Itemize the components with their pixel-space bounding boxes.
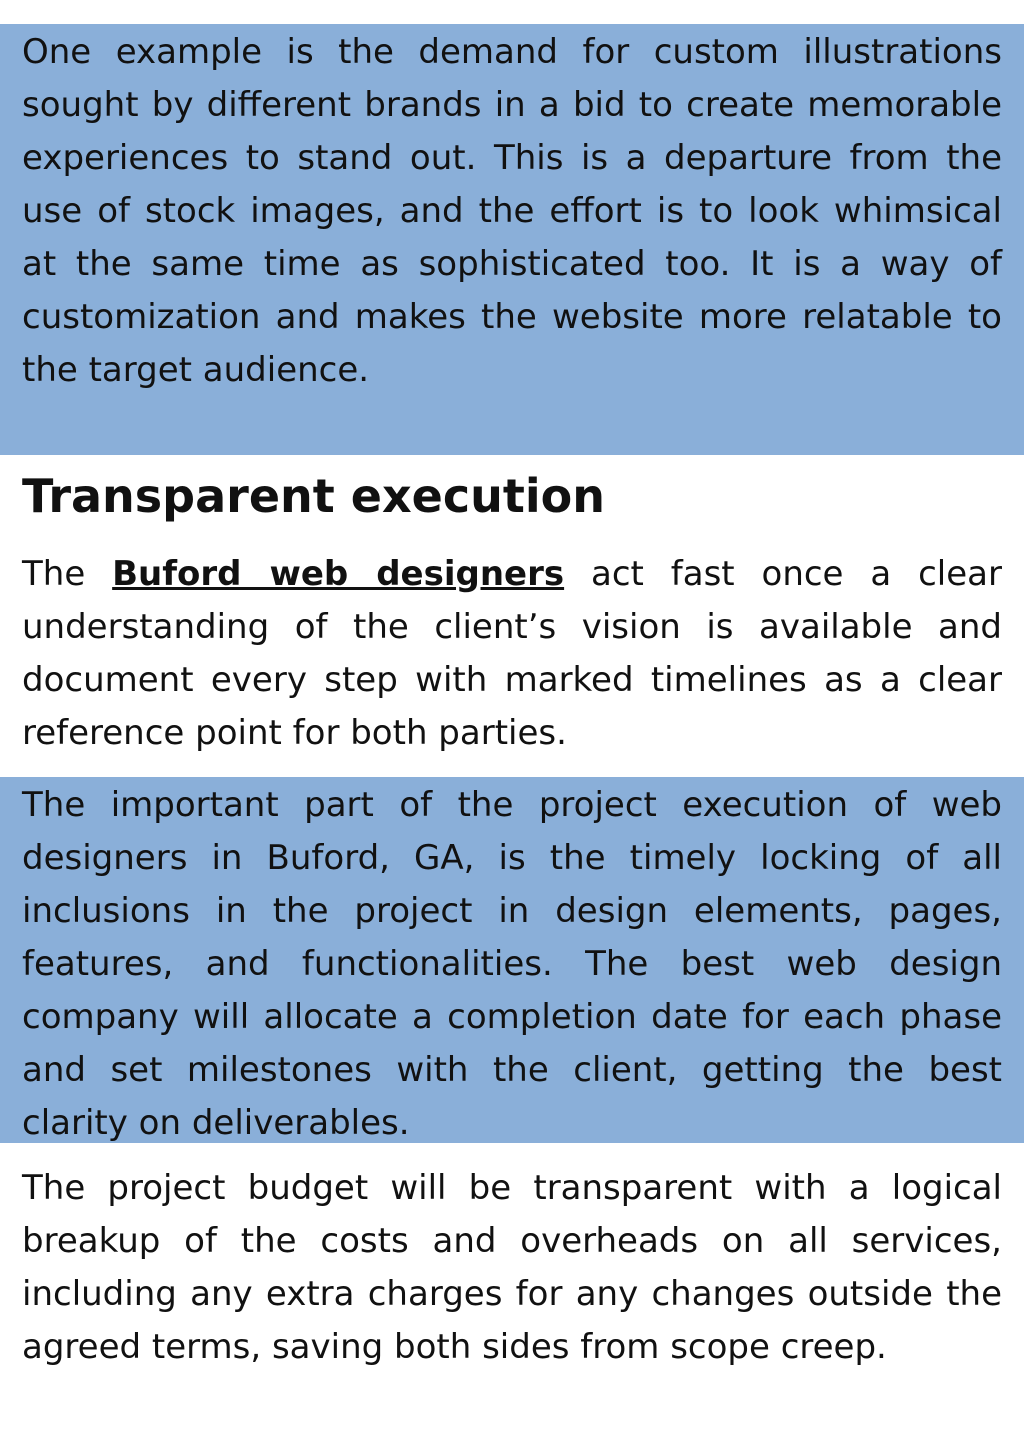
intro-paragraph: One example is the demand for custom illustrations sought by different brands in a bid to create memorable experiences to stand out. This is a departure from the use of stock images, and the effort is to look whimsical at the same time as sophisticated too. It is a way of customization and makes the website more relatable to the target audience. [22, 32, 1002, 390]
intro-highlight-block [0, 24, 1024, 455]
budget-paragraph-block [0, 1162, 1024, 1432]
milestones-highlight-block [0, 777, 1024, 1143]
execution-text-start: The [22, 554, 113, 594]
budget-paragraph: The project budget will be transparent with a logical breakup of the costs and overheads on all services, including any extra charges for any changes outside the agreed terms, saving both sides from scope creep. [22, 1168, 1002, 1367]
section-heading: Transparent execution [22, 469, 605, 523]
milestones-paragraph: The important part of the project execution of web designers in Buford, GA, is the timely locking of all inclusions in the project in design elements, pages, features, and functionalities. The best web design company will allocate a completion date for each phase and set milestones with the client, getting the best clarity on deliverables. [22, 785, 1002, 1143]
buford-web-designers-link[interactable]: Buford web designers [112, 554, 565, 594]
execution-paragraph-block [0, 548, 1024, 763]
execution-text-end: act fast once a clear understanding of the client’s vision is available and document every step with marked timelines as a clear reference point for both parties. [22, 554, 1002, 753]
execution-paragraph [22, 548, 1002, 760]
